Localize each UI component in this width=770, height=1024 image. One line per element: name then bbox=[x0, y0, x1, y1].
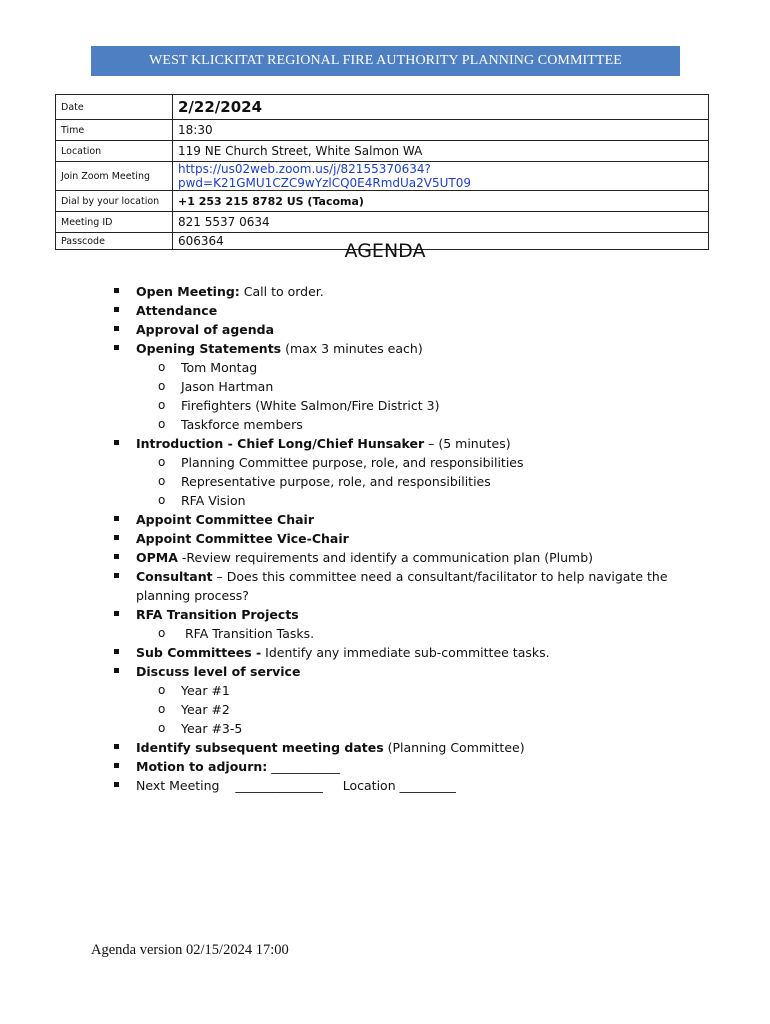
agenda-subitem bbox=[136, 719, 674, 738]
dial-value: +1 253 215 8782 US (Tacoma) bbox=[173, 191, 709, 212]
agenda-item-text: -Review requirements and identify a communication plan (Plumb) bbox=[177, 550, 594, 565]
agenda-item-title: Attendance bbox=[136, 303, 218, 318]
agenda-subitem bbox=[136, 377, 674, 396]
zoom-label: Join Zoom Meeting bbox=[56, 162, 173, 191]
square-bullet-icon bbox=[114, 763, 119, 768]
square-bullet-icon bbox=[114, 573, 119, 578]
agenda-subitem-text: RFA Vision bbox=[181, 493, 246, 508]
square-bullet-icon bbox=[114, 649, 119, 654]
agenda-sublist bbox=[136, 453, 674, 510]
passcode-value: 606364 bbox=[173, 233, 709, 250]
agenda-sublist bbox=[136, 681, 674, 738]
agenda-list bbox=[114, 282, 674, 795]
agenda-item-title: Identify subsequent meeting dates bbox=[136, 740, 384, 755]
agenda-item bbox=[114, 567, 674, 605]
agenda-subitem bbox=[136, 700, 674, 719]
dial-label: Dial by your location bbox=[56, 191, 173, 212]
agenda-item bbox=[114, 605, 674, 643]
agenda-subitem-text: Year #2 bbox=[181, 702, 230, 717]
location-label: Location bbox=[56, 141, 173, 162]
agenda-item-title: Opening Statements bbox=[136, 341, 282, 356]
agenda-item-title: Discuss level of service bbox=[136, 664, 301, 679]
date-value: 2/22/2024 bbox=[173, 95, 709, 120]
agenda-item-text: – (5 minutes) bbox=[424, 436, 511, 451]
agenda-item-text: – Does this committee need a consultant/facilitator to help navigate the planning process? bbox=[136, 569, 672, 603]
agenda-item-title: Consultant bbox=[136, 569, 213, 584]
agenda-item-title: Appoint Committee Vice-Chair bbox=[136, 531, 349, 546]
agenda-item bbox=[114, 510, 674, 529]
agenda-item-title: RFA Transition Projects bbox=[136, 607, 299, 622]
circle-bullet-icon: o bbox=[158, 683, 166, 697]
agenda-item-text: (Planning Committee) bbox=[383, 740, 525, 755]
meeting-id-value: 821 5537 0634 bbox=[173, 212, 709, 233]
agenda-item bbox=[114, 757, 674, 776]
square-bullet-icon bbox=[114, 554, 119, 559]
square-bullet-icon bbox=[114, 516, 119, 521]
agenda-subitem bbox=[136, 624, 674, 643]
agenda-subitem bbox=[136, 453, 674, 472]
agenda-subitem-text: RFA Transition Tasks. bbox=[181, 626, 315, 641]
agenda-item-title: Appoint Committee Chair bbox=[136, 512, 314, 527]
circle-bullet-icon: o bbox=[158, 702, 166, 716]
square-bullet-icon bbox=[114, 345, 119, 350]
agenda-subitem bbox=[136, 681, 674, 700]
agenda-subitem-text: Year #1 bbox=[181, 683, 230, 698]
time-value: 18:30 bbox=[173, 120, 709, 141]
agenda-item bbox=[114, 434, 674, 510]
square-bullet-icon bbox=[114, 668, 119, 673]
info-row-dial bbox=[56, 191, 709, 212]
circle-bullet-icon: o bbox=[158, 417, 166, 431]
agenda-item bbox=[114, 282, 674, 301]
info-row-zoom bbox=[56, 162, 709, 191]
agenda-item-text: ___________ bbox=[267, 759, 340, 774]
circle-bullet-icon: o bbox=[158, 721, 166, 735]
agenda-subitem-text: Firefighters (White Salmon/Fire District 3) bbox=[181, 398, 440, 413]
agenda-item-title: OPMA bbox=[136, 550, 178, 565]
agenda-item-title: Sub Committees - bbox=[136, 645, 262, 660]
agenda-subitem-text: Tom Montag bbox=[181, 360, 258, 375]
agenda-subitem-text: Representative purpose, role, and responsibilities bbox=[181, 474, 491, 489]
committee-title: WEST KLICKITAT REGIONAL FIRE AUTHORITY PLANNING COMMITTEE bbox=[149, 53, 622, 68]
circle-bullet-icon: o bbox=[158, 474, 166, 488]
agenda-subitem-text: Planning Committee purpose, role, and responsibilities bbox=[181, 455, 524, 470]
circle-bullet-icon: o bbox=[158, 455, 166, 469]
committee-title-banner bbox=[91, 46, 680, 76]
square-bullet-icon bbox=[114, 535, 119, 540]
agenda-sublist bbox=[136, 624, 674, 643]
agenda-item bbox=[114, 738, 674, 757]
square-bullet-icon bbox=[114, 288, 119, 293]
meeting-info-table bbox=[55, 94, 709, 250]
agenda-item-title: Approval of agenda bbox=[136, 322, 275, 337]
agenda-subitem bbox=[136, 415, 674, 434]
agenda-subitem bbox=[136, 491, 674, 510]
agenda-item-title: Introduction - Chief Long/Chief Hunsaker bbox=[136, 436, 425, 451]
agenda-sublist bbox=[136, 358, 674, 434]
square-bullet-icon bbox=[114, 440, 119, 445]
agenda-item-text: (max 3 minutes each) bbox=[281, 341, 423, 356]
agenda-item-text: Identify any immediate sub-committee tasks. bbox=[261, 645, 550, 660]
info-row-location bbox=[56, 141, 709, 162]
zoom-link[interactable]: https://us02web.zoom.us/j/82155370634?pwd=K21GMU1CZC9wYzlCQ0E4RmdUa2V5UT09 bbox=[173, 162, 709, 191]
agenda-version: Agenda version 02/15/2024 17:00 bbox=[91, 942, 289, 958]
meeting-id-label: Meeting ID bbox=[56, 212, 173, 233]
square-bullet-icon bbox=[114, 744, 119, 749]
agenda-item-text: Call to order. bbox=[239, 284, 324, 299]
agenda-item bbox=[114, 548, 674, 567]
agenda-subitem bbox=[136, 358, 674, 377]
agenda-item bbox=[114, 776, 674, 795]
agenda-subitem-text: Taskforce members bbox=[181, 417, 303, 432]
agenda-item bbox=[114, 529, 674, 548]
agenda-heading: AGENDA bbox=[344, 240, 426, 262]
agenda-subitem-text: Year #3-5 bbox=[181, 721, 243, 736]
agenda-item bbox=[114, 643, 674, 662]
square-bullet-icon bbox=[114, 307, 119, 312]
location-value: 119 NE Church Street, White Salmon WA bbox=[173, 141, 709, 162]
agenda-item bbox=[114, 301, 674, 320]
circle-bullet-icon: o bbox=[158, 493, 166, 507]
circle-bullet-icon: o bbox=[158, 398, 166, 412]
agenda-item bbox=[114, 662, 674, 738]
square-bullet-icon bbox=[114, 611, 119, 616]
agenda-item-title: Open Meeting: bbox=[136, 284, 240, 299]
circle-bullet-icon: o bbox=[158, 379, 166, 393]
info-row-time bbox=[56, 120, 709, 141]
info-row-meeting-id bbox=[56, 212, 709, 233]
square-bullet-icon bbox=[114, 326, 119, 331]
info-row-date bbox=[56, 95, 709, 120]
agenda-item-text: Next Meeting ______________ Location _________ bbox=[136, 778, 456, 793]
date-label: Date bbox=[56, 95, 173, 120]
agenda-subitem bbox=[136, 472, 674, 491]
circle-bullet-icon: o bbox=[158, 360, 166, 374]
square-bullet-icon bbox=[114, 782, 119, 787]
time-label: Time bbox=[56, 120, 173, 141]
agenda-item-title: Motion to adjourn: bbox=[136, 759, 268, 774]
agenda-item bbox=[114, 339, 674, 434]
agenda-subitem-text: Jason Hartman bbox=[181, 379, 274, 394]
circle-bullet-icon: o bbox=[158, 626, 166, 640]
passcode-label: Passcode bbox=[56, 233, 173, 250]
agenda-subitem bbox=[136, 396, 674, 415]
agenda-item bbox=[114, 320, 674, 339]
